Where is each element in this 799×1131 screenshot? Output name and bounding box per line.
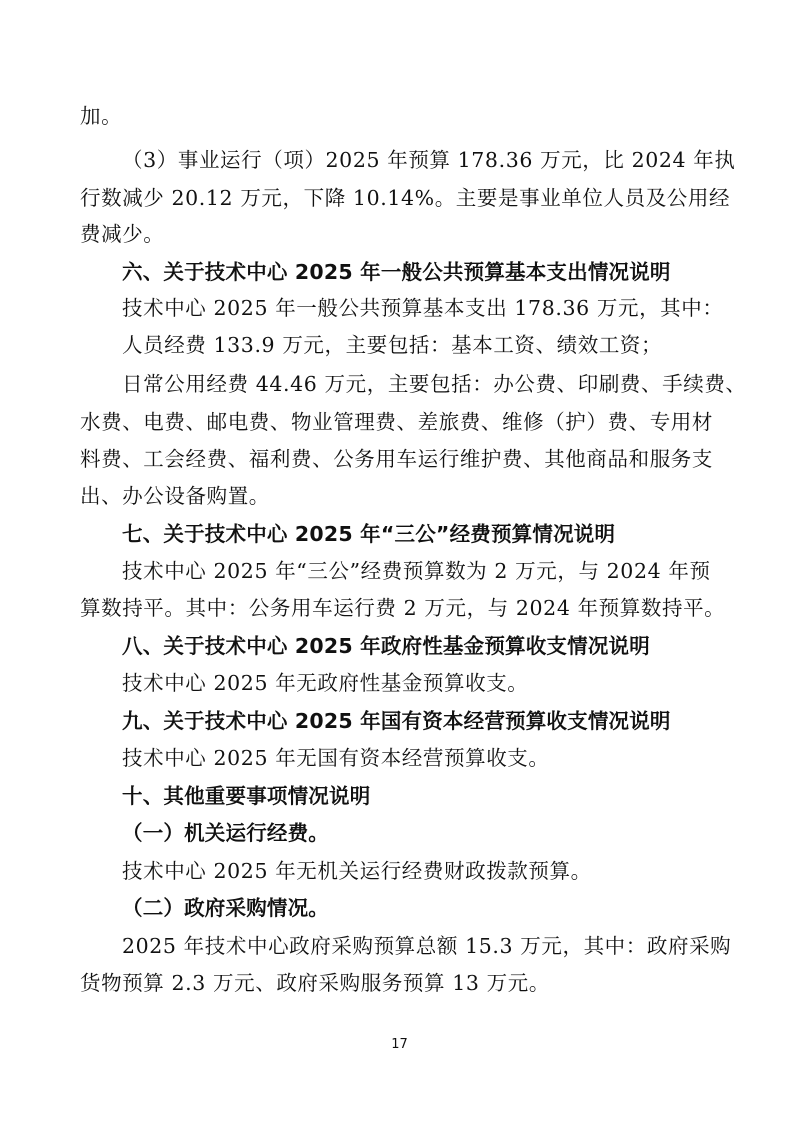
text-line: 算数持平。其中：公务用车运行费 2 万元，与 2024 年预算数持平。 — [80, 596, 726, 620]
subsection-heading: （二）政府采购情况。 — [122, 896, 329, 920]
page-number: 17 — [391, 1037, 408, 1052]
text-line: 货物预算 2.3 万元、政府采购服务预算 13 万元。 — [80, 971, 550, 995]
text-line: 技术中心 2025 年无国有资本经营预算收支。 — [122, 746, 550, 770]
text-line: 技术中心 2025 年无机关运行经费财政拨款预算。 — [122, 859, 592, 883]
section-heading: 九、关于技术中心 2025 年国有资本经营预算收支情况说明 — [122, 709, 671, 733]
text-line: 行数减少 20.12 万元，下降 10.14%。主要是事业单位人员及公用经 — [80, 186, 731, 210]
text-line: 人员经费 133.9 万元，主要包括：基本工资、绩效工资； — [122, 333, 663, 357]
text-line: （3）事业运行（项）2025 年预算 178.36 万元，比 2024 年执 — [122, 148, 736, 172]
text-line: 费减少。 — [80, 222, 165, 246]
text-line: 技术中心 2025 年“三公”经费预算数为 2 万元，与 2024 年预 — [122, 559, 711, 583]
text-line: 2025 年技术中心政府采购预算总额 15.3 万元，其中：政府采购 — [122, 934, 732, 958]
text-line: 技术中心 2025 年一般公共预算基本支出 178.36 万元，其中： — [122, 296, 724, 320]
subsection-heading: （一）机关运行经费。 — [122, 821, 329, 845]
text-line: 出、办公设备购置。 — [80, 484, 270, 508]
section-heading: 七、关于技术中心 2025 年“三公”经费预算情况说明 — [122, 522, 616, 546]
section-heading: 六、关于技术中心 2025 年一般公共预算基本支出情况说明 — [122, 260, 671, 284]
text-line: 加。 — [80, 104, 123, 128]
section-heading: 八、关于技术中心 2025 年政府性基金预算收支情况说明 — [122, 634, 650, 658]
text-line: 日常公用经费 44.46 万元，主要包括：办公费、印刷费、手续费、 — [122, 372, 747, 396]
section-heading: 十、其他重要事项情况说明 — [122, 784, 371, 808]
text-line: 料费、工会经费、福利费、公务用车运行维护费、其他商品和服务支 — [80, 447, 713, 471]
text-line: 技术中心 2025 年无政府性基金预算收支。 — [122, 671, 529, 695]
text-line: 水费、电费、邮电费、物业管理费、差旅费、维修（护）费、专用材 — [80, 410, 713, 434]
